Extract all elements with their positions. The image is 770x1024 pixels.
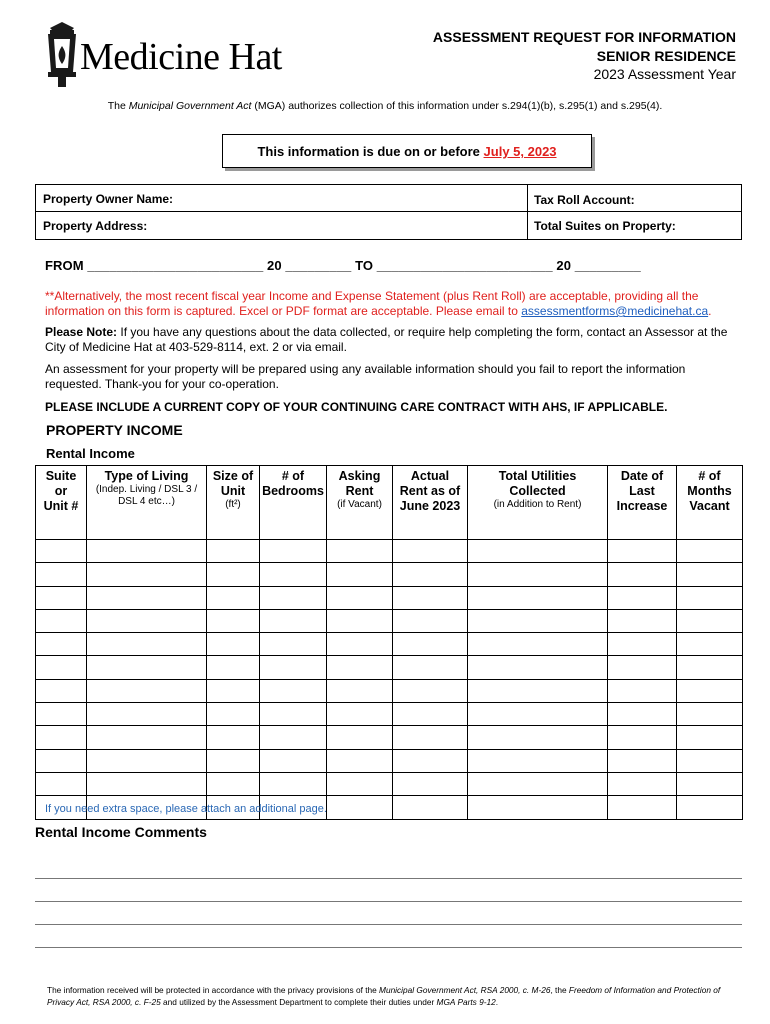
table-cell[interactable] — [327, 796, 393, 819]
table-cell[interactable] — [677, 563, 743, 586]
table-cell[interactable] — [608, 679, 677, 702]
table-cell[interactable] — [608, 609, 677, 632]
table-cell[interactable] — [207, 563, 260, 586]
table-cell[interactable] — [677, 679, 743, 702]
column-header: Actual Rent as of June 2023 — [393, 466, 468, 540]
column-header: Date of Last Increase — [608, 466, 677, 540]
table-cell[interactable] — [608, 726, 677, 749]
table-cell[interactable] — [327, 656, 393, 679]
table-cell[interactable] — [468, 609, 608, 632]
due-date: July 5, 2023 — [483, 144, 557, 159]
table-cell[interactable] — [393, 656, 468, 679]
comment-line[interactable] — [35, 924, 742, 925]
table-cell[interactable] — [260, 749, 327, 772]
table-row — [36, 679, 743, 702]
table-cell[interactable] — [393, 772, 468, 795]
rental-income-table — [35, 465, 743, 820]
column-header: Suite or Unit # — [36, 466, 87, 540]
tax-roll-field[interactable]: Tax Roll Account: — [534, 193, 635, 207]
table-cell[interactable] — [36, 703, 87, 726]
table-cell[interactable] — [207, 749, 260, 772]
table-cell[interactable] — [608, 540, 677, 563]
table-row — [36, 586, 743, 609]
alternative-note: **Alternatively, the most recent fiscal year Income and Expense Statement (plus Rent Roll) are acceptable, providing all the information on this form is captured. Excel or PDF format are acceptable. Please email to assessmentforms@medicinehat.ca. — [45, 289, 712, 318]
table-row — [36, 703, 743, 726]
table-cell[interactable] — [260, 726, 327, 749]
table-cell[interactable] — [327, 726, 393, 749]
rental-income-comments-heading: Rental Income Comments — [35, 824, 207, 840]
column-header: Size of Unit (ft²) — [207, 466, 260, 540]
table-cell[interactable] — [327, 633, 393, 656]
table-cell[interactable] — [87, 749, 207, 772]
period-from-to-line[interactable]: FROM ________________________ 20 _________ TO ________________________ 20 _________ — [45, 258, 641, 273]
table-cell[interactable] — [327, 563, 393, 586]
table-cell[interactable] — [393, 540, 468, 563]
table-cell[interactable] — [393, 679, 468, 702]
table-cell[interactable] — [608, 703, 677, 726]
assessment-note: An assessment for your property will be prepared using any available information should you fail to report the information requested. Thank-you for your co-operation. — [45, 362, 686, 391]
table-cell[interactable] — [468, 563, 608, 586]
column-header: Type of Living (Indep. Living / DSL 3 / DSL 4 etc…) — [87, 466, 207, 540]
table-cell[interactable] — [677, 633, 743, 656]
table-cell[interactable] — [36, 609, 87, 632]
table-row — [36, 633, 743, 656]
table-cell[interactable] — [468, 540, 608, 563]
table-cell[interactable] — [327, 703, 393, 726]
table-cell[interactable] — [87, 563, 207, 586]
table-cell[interactable] — [327, 679, 393, 702]
table-cell[interactable] — [608, 772, 677, 795]
table-cell[interactable] — [87, 540, 207, 563]
table-row — [36, 749, 743, 772]
table-cell[interactable] — [36, 540, 87, 563]
table-cell[interactable] — [327, 540, 393, 563]
include-contract-note: PLEASE INCLUDE A CURRENT COPY OF YOUR CONTINUING CARE CONTRACT WITH AHS, IF APPLICABLE. — [45, 400, 668, 414]
property-address-field[interactable]: Property Address: — [43, 219, 148, 233]
comment-line[interactable] — [35, 901, 742, 902]
column-header: # of Bedrooms — [260, 466, 327, 540]
extra-space-note: If you need extra space, please attach an additional page. — [45, 803, 327, 815]
table-cell[interactable] — [260, 586, 327, 609]
table-cell[interactable] — [468, 749, 608, 772]
table-cell[interactable] — [393, 796, 468, 819]
table-cell[interactable] — [677, 796, 743, 819]
table-cell[interactable] — [327, 749, 393, 772]
rental-income-heading: Rental Income — [46, 446, 135, 461]
table-cell[interactable] — [327, 609, 393, 632]
table-cell[interactable] — [393, 749, 468, 772]
table-cell[interactable] — [677, 726, 743, 749]
table-cell[interactable] — [260, 563, 327, 586]
form-title: ASSESSMENT REQUEST FOR INFORMATION — [432, 29, 736, 45]
column-header: # of Months Vacant — [677, 466, 743, 540]
assessment-email-link[interactable]: assessmentforms@medicinehat.ca — [521, 304, 709, 318]
table-row — [36, 656, 743, 679]
table-cell[interactable] — [608, 749, 677, 772]
table-cell[interactable] — [260, 609, 327, 632]
table-row — [36, 563, 743, 586]
table-cell[interactable] — [468, 796, 608, 819]
table-cell[interactable] — [87, 609, 207, 632]
table-cell[interactable] — [393, 633, 468, 656]
table-cell[interactable] — [393, 726, 468, 749]
table-cell[interactable] — [207, 726, 260, 749]
table-cell[interactable] — [608, 563, 677, 586]
table-cell[interactable] — [260, 772, 327, 795]
table-cell[interactable] — [393, 586, 468, 609]
table-cell[interactable] — [207, 703, 260, 726]
table-cell[interactable] — [36, 586, 87, 609]
table-cell[interactable] — [327, 586, 393, 609]
table-cell[interactable] — [260, 633, 327, 656]
due-date-text: This information is due on or before July 5, 2023 — [257, 144, 557, 159]
table-cell[interactable] — [207, 679, 260, 702]
table-cell[interactable] — [260, 656, 327, 679]
table-cell[interactable] — [36, 749, 87, 772]
form-subtitle: SENIOR RESIDENCE — [596, 48, 736, 64]
table-cell[interactable] — [36, 679, 87, 702]
table-cell[interactable] — [468, 772, 608, 795]
table-cell[interactable] — [468, 726, 608, 749]
table-cell[interactable] — [87, 656, 207, 679]
owner-name-field[interactable]: Property Owner Name: — [43, 192, 174, 206]
table-cell[interactable] — [608, 586, 677, 609]
table-cell[interactable] — [87, 726, 207, 749]
table-cell[interactable] — [207, 656, 260, 679]
table-cell[interactable] — [207, 609, 260, 632]
table-cell[interactable] — [36, 633, 87, 656]
table-row — [36, 540, 743, 563]
privacy-footer: The information received will be protected in accordance with the privacy provisions of the Municipal Government Act, RSA 2000, c. M-26, the Freedom of Information and Protection of Privacy Act, RSA 2000, c. F-25 and utilized by the Assessment Department to complete their duties under MGA Parts 9-12. — [47, 985, 721, 1007]
assessment-year: 2023 Assessment Year — [593, 66, 736, 82]
table-cell[interactable] — [327, 772, 393, 795]
table-cell[interactable] — [468, 586, 608, 609]
table-cell[interactable] — [468, 703, 608, 726]
comment-line[interactable] — [35, 947, 742, 948]
table-cell[interactable] — [207, 772, 260, 795]
table-row — [36, 772, 743, 795]
column-header: Asking Rent (if Vacant) — [327, 466, 393, 540]
table-row — [36, 609, 743, 632]
table-cell[interactable] — [468, 633, 608, 656]
authorization-statement: The Municipal Government Act (MGA) authorizes collection of this information under s.294(1)(b), s.295(1) and s.295(4). — [107, 100, 663, 112]
table-cell[interactable] — [677, 586, 743, 609]
table-cell[interactable] — [393, 609, 468, 632]
table-cell[interactable] — [207, 633, 260, 656]
lantern-icon — [48, 22, 76, 87]
table-cell[interactable] — [207, 586, 260, 609]
table-cell[interactable] — [36, 726, 87, 749]
table-cell[interactable] — [87, 633, 207, 656]
comment-line[interactable] — [35, 878, 742, 879]
table-cell[interactable] — [393, 703, 468, 726]
column-header: Total Utilities Collected (in Addition to Rent) — [468, 466, 608, 540]
table-cell[interactable] — [677, 540, 743, 563]
property-income-heading: PROPERTY INCOME — [46, 422, 183, 438]
table-cell[interactable] — [36, 772, 87, 795]
table-cell[interactable] — [468, 679, 608, 702]
table-cell[interactable] — [260, 679, 327, 702]
table-cell[interactable] — [260, 540, 327, 563]
table-cell[interactable] — [677, 656, 743, 679]
table-cell[interactable] — [87, 772, 207, 795]
logo-text: Medicine Hat — [80, 36, 282, 78]
table-cell[interactable] — [87, 586, 207, 609]
table-row — [36, 726, 743, 749]
table-cell[interactable] — [468, 656, 608, 679]
table-cell[interactable] — [608, 633, 677, 656]
table-cell[interactable] — [677, 772, 743, 795]
table-cell[interactable] — [608, 656, 677, 679]
property-owner-table — [35, 184, 742, 240]
table-cell[interactable] — [87, 679, 207, 702]
table-cell[interactable] — [87, 703, 207, 726]
table-cell[interactable] — [207, 540, 260, 563]
table-cell[interactable] — [608, 796, 677, 819]
table-cell[interactable] — [677, 609, 743, 632]
please-note: Please Note: If you have any questions about the data collected, or require help completing the form, contact an Assessor at the City of Medicine Hat at 403-529-8114, ext. 2 or via email. — [45, 325, 728, 354]
table-cell[interactable] — [677, 749, 743, 772]
table-cell[interactable] — [36, 656, 87, 679]
table-cell[interactable] — [260, 703, 327, 726]
table-cell[interactable] — [393, 563, 468, 586]
table-cell[interactable] — [677, 703, 743, 726]
total-suites-field[interactable]: Total Suites on Property: — [534, 219, 676, 233]
table-cell[interactable] — [36, 563, 87, 586]
